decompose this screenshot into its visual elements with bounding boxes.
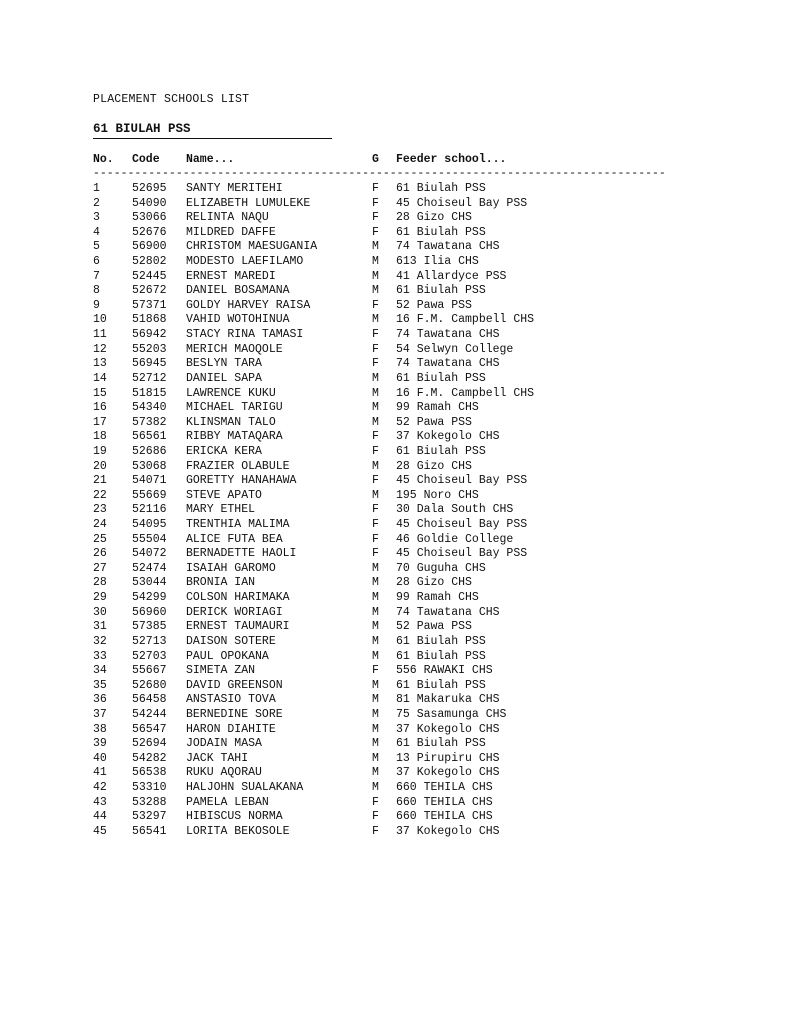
table-row <box>93 343 613 358</box>
row-name: PAUL OPOKANA <box>186 649 269 663</box>
row-code: 52694 <box>132 737 167 751</box>
row-no: 37 <box>93 707 107 721</box>
row-gender: F <box>372 225 379 239</box>
column-header-name: Name... <box>186 153 235 166</box>
row-name: ERNEST MAREDI <box>186 269 276 283</box>
row-code: 56945 <box>132 357 167 371</box>
row-feeder: 195 Noro CHS <box>396 488 479 502</box>
row-gender: M <box>372 240 379 254</box>
row-feeder: 37 Kokegolo CHS <box>396 722 500 736</box>
row-no: 10 <box>93 313 107 327</box>
row-gender: F <box>372 211 379 225</box>
row-code: 53066 <box>132 211 167 225</box>
document-title: PLACEMENT SCHOOLS LIST <box>93 93 250 106</box>
table-row <box>93 723 613 738</box>
row-feeder: 41 Allardyce PSS <box>396 269 507 283</box>
table-row <box>93 357 613 372</box>
row-name: ELIZABETH LUMULEKE <box>186 196 311 210</box>
row-no: 26 <box>93 547 107 561</box>
row-gender: F <box>372 547 379 561</box>
row-code: 52676 <box>132 225 167 239</box>
row-name: GORETTY HANAHAWA <box>186 474 297 488</box>
table-row <box>93 430 613 445</box>
row-name: VAHID WOTOHINUA <box>186 313 290 327</box>
row-no: 2 <box>93 196 100 210</box>
row-feeder: 75 Sasamunga CHS <box>396 707 507 721</box>
row-name: GOLDY HARVEY RAISA <box>186 298 311 312</box>
row-no: 18 <box>93 430 107 444</box>
row-feeder: 37 Kokegolo CHS <box>396 430 500 444</box>
row-name: DANIEL BOSAMANA <box>186 284 290 298</box>
row-name: BERNEDINE SORE <box>186 707 283 721</box>
row-name: BERNADETTE HAOLI <box>186 547 297 561</box>
row-no: 23 <box>93 503 107 517</box>
row-name: ERICKA KERA <box>186 444 262 458</box>
column-header-no: No. <box>93 153 114 166</box>
row-code: 54340 <box>132 401 167 415</box>
table-row <box>93 708 613 723</box>
row-code: 53310 <box>132 780 167 794</box>
row-name: JODAIN MASA <box>186 737 262 751</box>
row-feeder: 61 Biulah PSS <box>396 444 486 458</box>
row-name: STACY RINA TAMASI <box>186 328 304 342</box>
row-no: 39 <box>93 737 107 751</box>
row-name: ISAIAH GAROMO <box>186 561 276 575</box>
row-gender: M <box>372 634 379 648</box>
row-feeder: 54 Selwyn College <box>396 342 514 356</box>
row-gender: M <box>372 620 379 634</box>
table-row <box>93 226 613 241</box>
row-feeder: 99 Ramah CHS <box>396 401 479 415</box>
row-name: HALJOHN SUALAKANA <box>186 780 304 794</box>
row-gender: M <box>372 678 379 692</box>
row-gender: F <box>372 518 379 532</box>
row-feeder: 52 Pawa PSS <box>396 620 472 634</box>
row-no: 19 <box>93 444 107 458</box>
row-code: 52680 <box>132 678 167 692</box>
row-feeder: 46 Goldie College <box>396 532 514 546</box>
table-row <box>93 825 613 840</box>
row-name: DANIEL SAPA <box>186 371 262 385</box>
row-gender: F <box>372 444 379 458</box>
row-code: 51815 <box>132 386 167 400</box>
row-no: 9 <box>93 298 100 312</box>
row-feeder: 61 Biulah PSS <box>396 649 486 663</box>
row-code: 52802 <box>132 255 167 269</box>
row-gender: F <box>372 795 379 809</box>
row-no: 22 <box>93 488 107 502</box>
row-feeder: 61 Biulah PSS <box>396 634 486 648</box>
row-no: 13 <box>93 357 107 371</box>
row-code: 52116 <box>132 503 167 517</box>
row-name: MERICH MAOQOLE <box>186 342 283 356</box>
row-code: 54299 <box>132 591 167 605</box>
row-no: 41 <box>93 766 107 780</box>
column-header-feeder: Feeder school... <box>396 153 507 166</box>
row-name: STEVE APATO <box>186 488 262 502</box>
row-no: 38 <box>93 722 107 736</box>
row-no: 27 <box>93 561 107 575</box>
row-code: 55669 <box>132 488 167 502</box>
table-row <box>93 737 613 752</box>
row-gender: M <box>372 284 379 298</box>
row-feeder: 45 Choiseul Bay PSS <box>396 518 528 532</box>
row-name: HARON DIAHITE <box>186 722 276 736</box>
table-row <box>93 664 613 679</box>
row-feeder: 61 Biulah PSS <box>396 678 486 692</box>
row-gender: F <box>372 182 379 195</box>
row-gender: M <box>372 386 379 400</box>
row-feeder: 28 Gizo CHS <box>396 211 472 225</box>
row-code: 53297 <box>132 810 167 824</box>
row-code: 54244 <box>132 707 167 721</box>
row-gender: M <box>372 313 379 327</box>
row-gender: M <box>372 780 379 794</box>
table-row <box>93 533 613 548</box>
row-feeder: 660 TEHILA CHS <box>396 810 493 824</box>
row-name: ANSTASIO TOVA <box>186 693 276 707</box>
row-feeder: 13 Pirupiru CHS <box>396 751 500 765</box>
row-no: 15 <box>93 386 107 400</box>
row-gender: M <box>372 605 379 619</box>
row-feeder: 99 Ramah CHS <box>396 591 479 605</box>
row-no: 5 <box>93 240 100 254</box>
row-feeder: 81 Makaruka CHS <box>396 693 500 707</box>
row-code: 54072 <box>132 547 167 561</box>
table-row <box>93 401 613 416</box>
row-code: 52703 <box>132 649 167 663</box>
row-feeder: 45 Choiseul Bay PSS <box>396 196 528 210</box>
row-no: 31 <box>93 620 107 634</box>
row-feeder: 16 F.M. Campbell CHS <box>396 386 535 400</box>
row-gender: M <box>372 751 379 765</box>
row-no: 42 <box>93 780 107 794</box>
row-name: KLINSMAN TALO <box>186 415 276 429</box>
row-name: JACK TAHI <box>186 751 249 765</box>
row-no: 21 <box>93 474 107 488</box>
row-no: 6 <box>93 255 100 269</box>
row-no: 45 <box>93 824 107 838</box>
table-row <box>93 562 613 577</box>
table-row <box>93 240 613 255</box>
row-feeder: 61 Biulah PSS <box>396 371 486 385</box>
row-code: 55504 <box>132 532 167 546</box>
school-heading: 61 BIULAH PSS <box>93 122 332 139</box>
row-name: ERNEST TAUMAURI <box>186 620 290 634</box>
row-code: 52474 <box>132 561 167 575</box>
row-name: RIBBY MATAQARA <box>186 430 283 444</box>
row-no: 33 <box>93 649 107 663</box>
row-gender: F <box>372 342 379 356</box>
table-row <box>93 591 613 606</box>
table-row <box>93 781 613 796</box>
row-feeder: 61 Biulah PSS <box>396 284 486 298</box>
row-feeder: 61 Biulah PSS <box>396 737 486 751</box>
row-code: 57371 <box>132 298 167 312</box>
row-no: 14 <box>93 371 107 385</box>
row-name: DERICK WORIAGI <box>186 605 283 619</box>
row-code: 56547 <box>132 722 167 736</box>
table-row <box>93 606 613 621</box>
row-no: 7 <box>93 269 100 283</box>
row-feeder: 74 Tawatana CHS <box>396 605 500 619</box>
row-no: 40 <box>93 751 107 765</box>
row-gender: M <box>372 766 379 780</box>
row-feeder: 52 Pawa PSS <box>396 298 472 312</box>
row-name: BESLYN TARA <box>186 357 262 371</box>
row-gender: M <box>372 649 379 663</box>
row-no: 36 <box>93 693 107 707</box>
row-feeder: 16 F.M. Campbell CHS <box>396 313 535 327</box>
row-gender: F <box>372 430 379 444</box>
row-no: 12 <box>93 342 107 356</box>
row-gender: F <box>372 664 379 678</box>
table-row <box>93 518 613 533</box>
table-row <box>93 255 613 270</box>
table-row <box>93 796 613 811</box>
row-name: MODESTO LAEFILAMO <box>186 255 304 269</box>
table-row <box>93 197 613 212</box>
row-feeder: 28 Gizo CHS <box>396 576 472 590</box>
row-code: 55667 <box>132 664 167 678</box>
row-no: 3 <box>93 211 100 225</box>
row-gender: M <box>372 576 379 590</box>
row-feeder: 45 Choiseul Bay PSS <box>396 474 528 488</box>
row-feeder: 660 TEHILA CHS <box>396 780 493 794</box>
row-feeder: 74 Tawatana CHS <box>396 357 500 371</box>
row-code: 52713 <box>132 634 167 648</box>
row-no: 44 <box>93 810 107 824</box>
row-code: 54282 <box>132 751 167 765</box>
row-no: 17 <box>93 415 107 429</box>
row-gender: M <box>372 591 379 605</box>
row-gender: M <box>372 488 379 502</box>
row-feeder: 45 Choiseul Bay PSS <box>396 547 528 561</box>
row-name: SIMETA ZAN <box>186 664 256 678</box>
row-name: HIBISCUS NORMA <box>186 810 283 824</box>
row-feeder: 61 Biulah PSS <box>396 182 486 195</box>
row-no: 20 <box>93 459 107 473</box>
row-no: 35 <box>93 678 107 692</box>
row-feeder: 556 RAWAKI CHS <box>396 664 493 678</box>
table-row <box>93 313 613 328</box>
row-name: MILDRED DAFFE <box>186 225 276 239</box>
row-code: 53288 <box>132 795 167 809</box>
row-name: MICHAEL TARIGU <box>186 401 283 415</box>
row-gender: M <box>372 415 379 429</box>
row-name: ALICE FUTA BEA <box>186 532 283 546</box>
table-row <box>93 182 613 197</box>
table-header <box>93 153 613 167</box>
row-gender: F <box>372 298 379 312</box>
row-gender: M <box>372 401 379 415</box>
row-feeder: 30 Dala South CHS <box>396 503 514 517</box>
table-row <box>93 328 613 343</box>
table-row <box>93 299 613 314</box>
row-gender: F <box>372 532 379 546</box>
row-name: DAISON SOTERE <box>186 634 276 648</box>
table-row <box>93 270 613 285</box>
table-row <box>93 416 613 431</box>
row-name: SANTY MERITEHI <box>186 182 283 195</box>
row-name: PAMELA LEBAN <box>186 795 269 809</box>
row-code: 54095 <box>132 518 167 532</box>
row-name: RUKU AQORAU <box>186 766 262 780</box>
row-no: 29 <box>93 591 107 605</box>
row-gender: M <box>372 707 379 721</box>
row-code: 53044 <box>132 576 167 590</box>
header-divider: ----------------------------------------------------------------------------------- <box>93 167 666 180</box>
row-no: 30 <box>93 605 107 619</box>
row-feeder: 37 Kokegolo CHS <box>396 766 500 780</box>
row-code: 54090 <box>132 196 167 210</box>
row-no: 43 <box>93 795 107 809</box>
row-code: 52712 <box>132 371 167 385</box>
row-gender: F <box>372 357 379 371</box>
row-code: 56900 <box>132 240 167 254</box>
table-row <box>93 693 613 708</box>
row-feeder: 52 Pawa PSS <box>396 415 472 429</box>
row-no: 34 <box>93 664 107 678</box>
row-code: 54071 <box>132 474 167 488</box>
row-gender: M <box>372 269 379 283</box>
row-gender: M <box>372 459 379 473</box>
row-name: DAVID GREENSON <box>186 678 283 692</box>
row-name: LAWRENCE KUKU <box>186 386 276 400</box>
table-row <box>93 474 613 489</box>
table-row <box>93 372 613 387</box>
student-table <box>93 182 613 839</box>
table-row <box>93 489 613 504</box>
row-gender: M <box>372 561 379 575</box>
row-code: 52445 <box>132 269 167 283</box>
row-feeder: 613 Ilia CHS <box>396 255 479 269</box>
row-name: FRAZIER OLABULE <box>186 459 290 473</box>
row-gender: M <box>372 255 379 269</box>
row-feeder: 61 Biulah PSS <box>396 225 486 239</box>
row-gender: M <box>372 371 379 385</box>
row-gender: M <box>372 722 379 736</box>
row-feeder: 37 Kokegolo CHS <box>396 824 500 838</box>
row-code: 56960 <box>132 605 167 619</box>
row-gender: F <box>372 328 379 342</box>
row-code: 52686 <box>132 444 167 458</box>
row-gender: F <box>372 810 379 824</box>
row-code: 52672 <box>132 284 167 298</box>
row-no: 32 <box>93 634 107 648</box>
row-code: 56561 <box>132 430 167 444</box>
row-name: BRONIA IAN <box>186 576 256 590</box>
table-row <box>93 752 613 767</box>
row-name: COLSON HARIMAKA <box>186 591 290 605</box>
row-no: 25 <box>93 532 107 546</box>
row-feeder: 660 TEHILA CHS <box>396 795 493 809</box>
table-row <box>93 576 613 591</box>
row-code: 53068 <box>132 459 167 473</box>
row-gender: F <box>372 196 379 210</box>
table-row <box>93 620 613 635</box>
table-row <box>93 460 613 475</box>
row-code: 57382 <box>132 415 167 429</box>
table-row <box>93 635 613 650</box>
row-gender: F <box>372 474 379 488</box>
row-feeder: 74 Tawatana CHS <box>396 328 500 342</box>
row-name: RELINTA NAQU <box>186 211 269 225</box>
row-code: 52695 <box>132 182 167 195</box>
row-name: CHRISTOM MAESUGANIA <box>186 240 318 254</box>
row-no: 4 <box>93 225 100 239</box>
table-row <box>93 650 613 665</box>
table-row <box>93 445 613 460</box>
row-code: 57385 <box>132 620 167 634</box>
row-code: 55203 <box>132 342 167 356</box>
table-row <box>93 679 613 694</box>
column-header-gender: G <box>372 153 379 166</box>
table-row <box>93 766 613 781</box>
table-row <box>93 547 613 562</box>
row-name: LORITA BEKOSOLE <box>186 824 290 838</box>
table-row <box>93 810 613 825</box>
table-row <box>93 503 613 518</box>
row-gender: F <box>372 503 379 517</box>
row-no: 28 <box>93 576 107 590</box>
row-code: 56942 <box>132 328 167 342</box>
row-no: 1 <box>93 182 100 195</box>
row-code: 56458 <box>132 693 167 707</box>
row-gender: M <box>372 737 379 751</box>
row-name: TRENTHIA MALIMA <box>186 518 290 532</box>
row-code: 56541 <box>132 824 167 838</box>
row-no: 24 <box>93 518 107 532</box>
row-feeder: 70 Guguha CHS <box>396 561 486 575</box>
row-no: 8 <box>93 284 100 298</box>
row-gender: M <box>372 693 379 707</box>
row-feeder: 28 Gizo CHS <box>396 459 472 473</box>
table-row <box>93 387 613 402</box>
row-feeder: 74 Tawatana CHS <box>396 240 500 254</box>
row-code: 56538 <box>132 766 167 780</box>
row-code: 51868 <box>132 313 167 327</box>
column-header-code: Code <box>132 153 160 166</box>
table-row <box>93 211 613 226</box>
row-no: 16 <box>93 401 107 415</box>
row-name: MARY ETHEL <box>186 503 256 517</box>
row-gender: F <box>372 824 379 838</box>
row-no: 11 <box>93 328 107 342</box>
table-row <box>93 284 613 299</box>
